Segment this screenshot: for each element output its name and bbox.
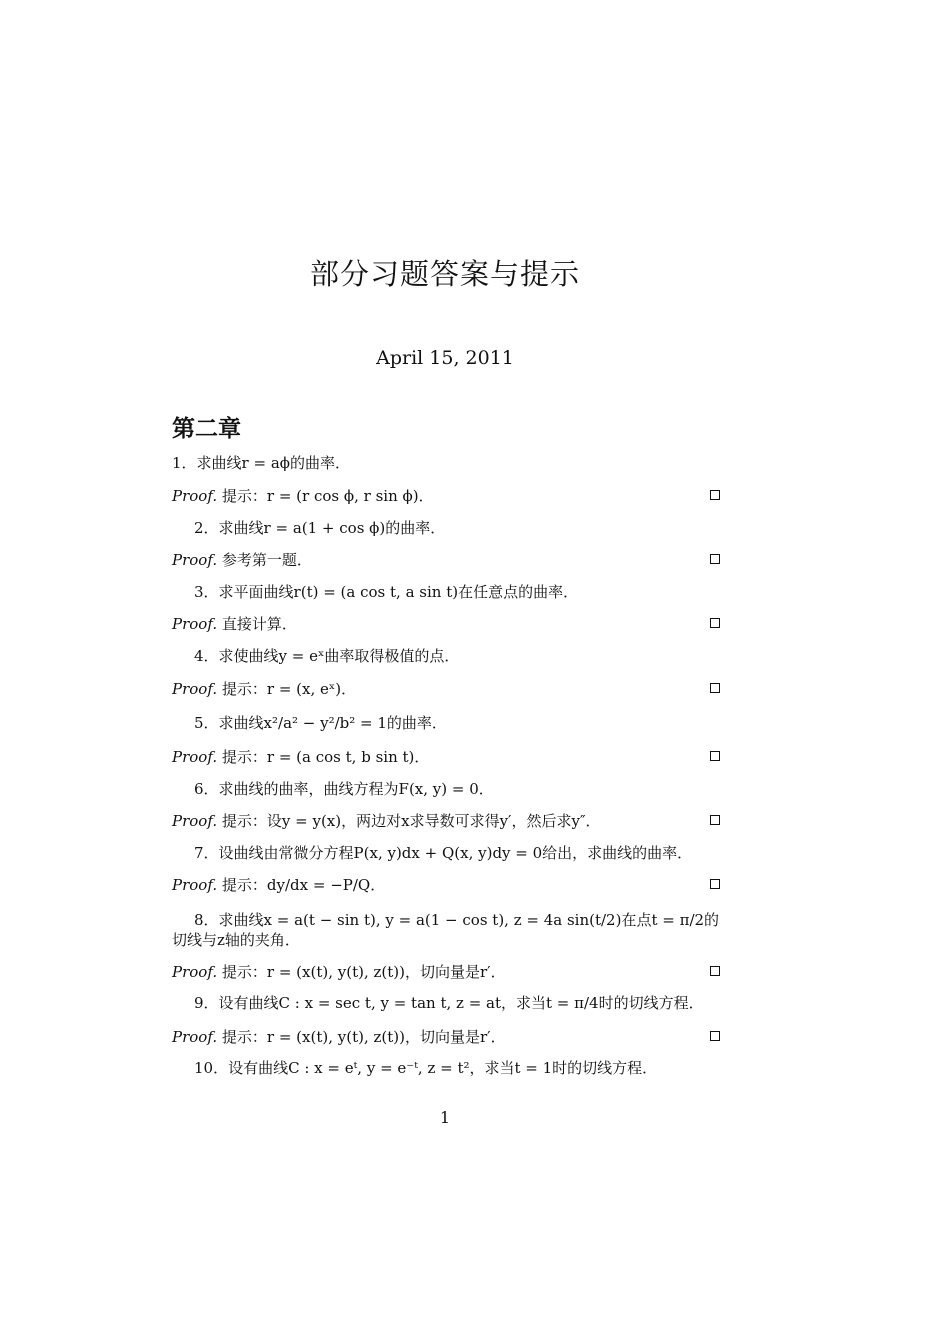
proof-label: Proof. bbox=[172, 680, 218, 698]
document-title: 部分习题答案与提示 bbox=[309, 257, 580, 291]
exercise-question: 6．求曲线的曲率，曲线方程为F(x, y) = 0． bbox=[194, 780, 494, 798]
proof-label: Proof. bbox=[172, 487, 218, 505]
proof-line bbox=[172, 875, 720, 895]
proof-label: Proof. bbox=[172, 1028, 218, 1046]
qed-square-icon bbox=[710, 683, 720, 693]
qed-square-icon bbox=[710, 490, 720, 500]
proof-line bbox=[172, 747, 720, 767]
proof-line bbox=[172, 614, 720, 634]
exercise-question: 8．求曲线x = a(t − sin t), y = a(1 − cos t), z = 4a sin(t/2)在点t = π/2的切线与z轴的夹角． bbox=[172, 911, 720, 949]
exercise-question: 2．求曲线r = a(1 + cos ϕ)的曲率． bbox=[194, 519, 446, 537]
exercise-question: 3．求平面曲线r(t) = (a cos t, a sin t)在任意点的曲率． bbox=[194, 583, 579, 601]
page-number: 1 bbox=[439, 1108, 451, 1127]
proof-line bbox=[172, 679, 720, 699]
proof-label: Proof. bbox=[172, 748, 218, 766]
qed-square-icon bbox=[710, 879, 720, 889]
document-date: April 15, 2011 bbox=[376, 347, 514, 369]
qed-square-icon bbox=[710, 554, 720, 564]
exercise-question: 7．设曲线由常微分方程P(x, y)dx + Q(x, y)dy = 0给出，求曲线的曲率． bbox=[194, 844, 693, 862]
proof-text: 提示：dy/dx = −P/Q． bbox=[221, 876, 386, 894]
proof-label: Proof. bbox=[172, 963, 218, 981]
proof-text: 提示：设y = y(x)，两边对x求导数可求得y′，然后求y″． bbox=[221, 812, 601, 830]
exercise-question: 4．求使曲线y = eˣ曲率取得极值的点． bbox=[194, 647, 460, 665]
proof-label: Proof. bbox=[172, 551, 218, 569]
qed-square-icon bbox=[710, 618, 720, 628]
exercise-question: 5．求曲线x²/a² − y²/b² = 1的曲率． bbox=[194, 714, 447, 732]
qed-square-icon bbox=[710, 966, 720, 976]
proof-label: Proof. bbox=[172, 876, 218, 894]
proof-text: 直接计算． bbox=[221, 615, 297, 633]
proof-label: Proof. bbox=[172, 812, 218, 830]
proof-text: 提示：r = (x, eˣ)． bbox=[221, 680, 357, 698]
chapter-heading: 第二章 bbox=[172, 415, 241, 442]
proof-line bbox=[172, 811, 720, 831]
proof-line bbox=[172, 1027, 720, 1047]
qed-square-icon bbox=[710, 1031, 720, 1041]
proof-label: Proof. bbox=[172, 615, 218, 633]
proof-text: 提示：r = (r cos ϕ, r sin ϕ)． bbox=[221, 487, 434, 505]
exercise-question: 1．求曲线r = aϕ的曲率． bbox=[172, 454, 350, 472]
proof-line bbox=[172, 486, 720, 506]
proof-line bbox=[172, 962, 720, 982]
proof-line bbox=[172, 550, 720, 570]
proof-text: 参考第一题． bbox=[221, 551, 312, 569]
proof-text: 提示：r = (a cos t, b sin t)． bbox=[221, 748, 430, 766]
proof-text: 提示：r = (x(t), y(t), z(t))，切向量是r′． bbox=[221, 1028, 506, 1046]
proof-text: 提示：r = (x(t), y(t), z(t))，切向量是r′． bbox=[221, 963, 506, 981]
exercise-question: 10．设有曲线C : x = eᵗ, y = e⁻ᵗ, z = t²，求当t = 1时的切线方程． bbox=[194, 1059, 658, 1077]
qed-square-icon bbox=[710, 815, 720, 825]
exercise-question: 9．设有曲线C : x = sec t, y = tan t, z = at，求当t = π/4时的切线方程． bbox=[194, 994, 704, 1012]
qed-square-icon bbox=[710, 751, 720, 761]
